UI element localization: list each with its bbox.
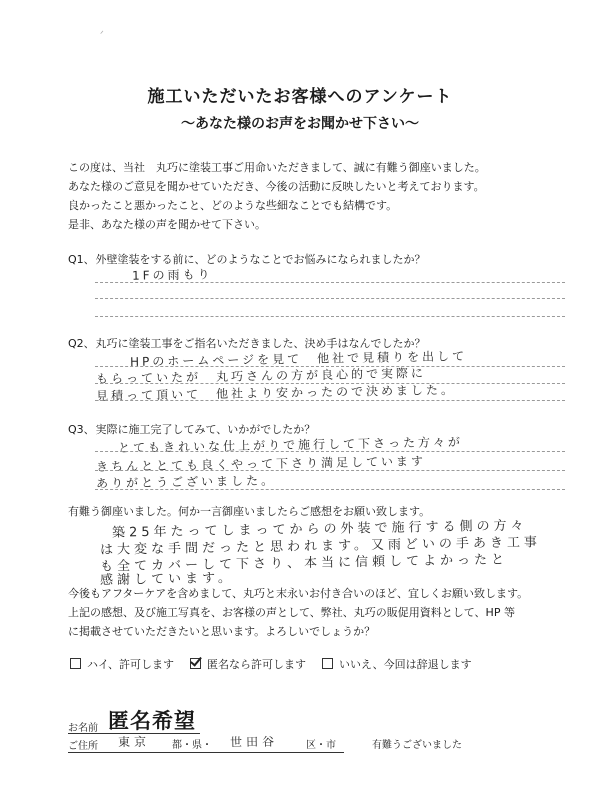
thanks-text: 有難うございました [372, 740, 462, 751]
answer-rule [95, 489, 565, 490]
question-text: 外壁塗装をする前に、どのようなことでお悩みになられましたか？ [95, 253, 426, 266]
intro-line: 良かったこと悪かったこと、どのような些細なことでも結構です。 [68, 199, 398, 212]
outro-line: に掲載させていただきたいと思います。よろしいでしょうか？ [68, 625, 376, 638]
address-ward[interactable]: 世田谷 [229, 734, 279, 750]
answer-q3-line[interactable]: とてもきれいな仕上がりで施行して下さった方々が [117, 434, 464, 456]
outro-line: 今後もアフターケアを含めまして、丸巧と末永いお付き合いのほど、宜しくお願い致します。 [68, 587, 529, 600]
answer-rule [95, 470, 565, 471]
answer-rule [95, 383, 565, 384]
intro-paragraph [68, 158, 568, 234]
intro-line: あなた様のご意見を聞かせていただき、今後の活動に反映したいと考えております。 [68, 180, 485, 193]
free-comment-line[interactable]: は大変な手間だったと思われます。又雨どいの手あき工事 [99, 535, 542, 558]
answer-rule [95, 366, 565, 367]
answer-rule [95, 451, 565, 452]
address-underline [68, 752, 344, 753]
address-prefecture[interactable]: 東京 [117, 734, 151, 750]
free-comment-line[interactable]: 感謝しています。 [99, 570, 236, 589]
option-decline[interactable] [322, 656, 472, 672]
checkbox-anonymous[interactable] [190, 658, 201, 669]
free-comment-label: 有難う御座いました。何か一言御座いましたらご感想をお願い致します。 [68, 505, 431, 518]
name-label: お名前 [68, 723, 98, 734]
question-1 [68, 251, 426, 267]
checkbox-decline[interactable] [322, 658, 333, 669]
name-value[interactable]: 匿名希望 [108, 709, 196, 733]
answer-rule [95, 400, 565, 401]
answer-q2-line[interactable]: HPのホームページを見て 他社で見積りを出して [129, 349, 468, 369]
answer-q1-line[interactable]: 1Fの雨もり [131, 267, 213, 283]
outro-line: 上記の感想、及び施工写真を、お客様の声として、弊社、丸巧の販促用資料として、HP 等 [68, 606, 515, 619]
question-number: Q1、 [68, 253, 95, 266]
question-number: Q3、 [68, 423, 95, 436]
address-label: ご住所 [68, 741, 98, 752]
outro-paragraph [68, 584, 588, 641]
answer-q2-line[interactable]: もらっていたが 丸巧さんの方が良心的で実際に [95, 366, 427, 386]
page-title: 施工いただいたお客様へのアンケート [147, 87, 453, 107]
option-label: 匿名なら許可します [207, 658, 306, 671]
answer-rule [95, 298, 565, 299]
scan-mark: ᐟ [100, 30, 104, 40]
intro-line: この度は、当社 丸巧に塗装工事ご用命いただきまして、誠に有難う御座いました。 [68, 161, 486, 174]
answer-rule [95, 282, 565, 283]
answer-rule [95, 316, 565, 317]
question-text: 実際に施工完了してみて、いかがでしたか？ [95, 423, 316, 436]
checkbox-allow[interactable] [70, 658, 81, 669]
option-anonymous[interactable] [190, 656, 306, 672]
answer-q2-line[interactable]: 見積って頂いて 他社より安かったので決めました。 [95, 382, 457, 404]
free-comment-line[interactable]: も全てカバーして下さり、本当に信頼してよかったと [99, 552, 509, 575]
page-subtitle: ～あなた様のお声をお聞かせ下さい～ [181, 116, 419, 132]
ward-suffix: 区・市 [306, 740, 336, 751]
option-allow[interactable] [70, 656, 174, 672]
answer-q3-line[interactable]: ありがとうございました。 [95, 473, 277, 491]
prefecture-suffix: 都・県・ [172, 740, 212, 751]
free-comment-line[interactable]: 築25年たってしまってからの外装で施行する側の方々 [111, 518, 528, 541]
question-text: 丸巧に塗装工事をご指名いただきました、決め手はなんでしたか？ [95, 337, 426, 350]
question-3 [68, 421, 315, 437]
intro-line: 是非、あなた様の声を聞かせて下さい。 [68, 218, 266, 231]
option-label: ハイ、許可します [87, 658, 175, 671]
answer-q3-line[interactable]: きちんととても良くやって下さり満足しています [95, 454, 427, 474]
option-label: いいえ、今回は辞退します [339, 658, 472, 671]
question-number: Q2、 [68, 337, 95, 350]
